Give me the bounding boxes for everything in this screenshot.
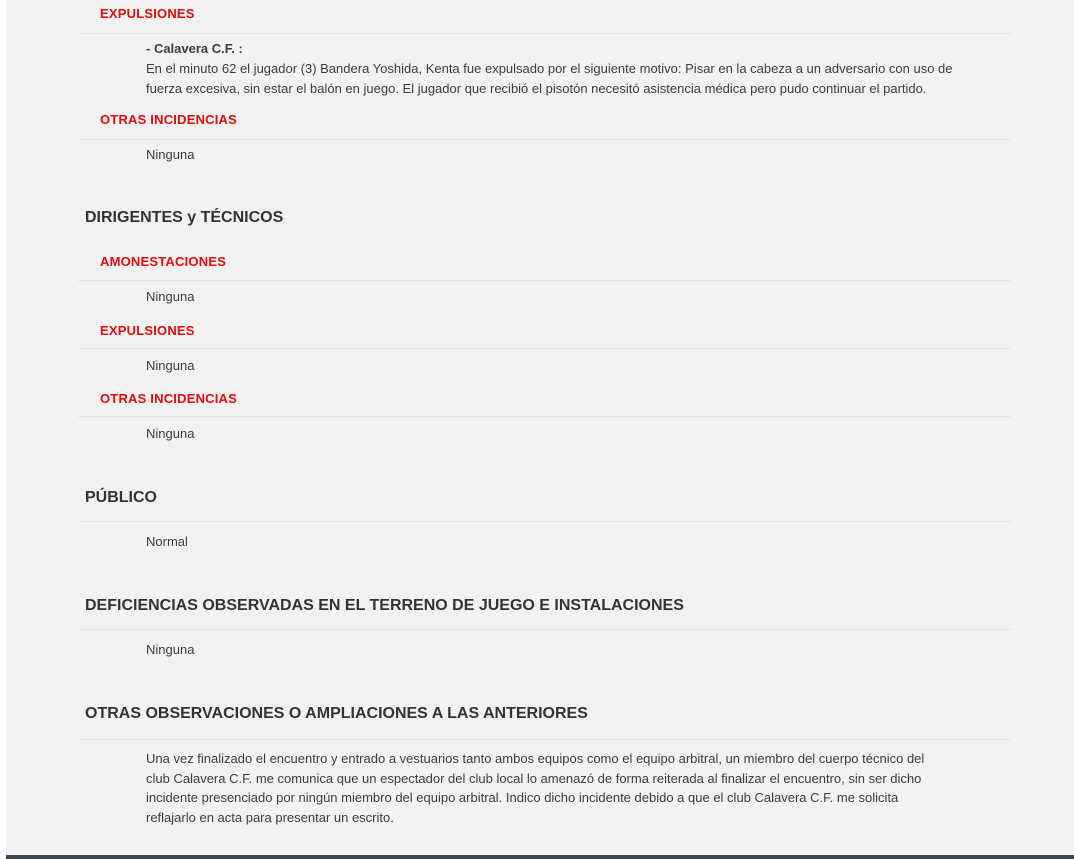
deficiencias-value: Ninguna [146,642,195,657]
publico-value: Normal [146,534,188,549]
divider [78,139,1011,140]
subheading-expulsiones-dirigentes: EXPULSIONES [100,323,195,338]
subheading-amonestaciones-dirigentes: AMONESTACIONES [100,254,227,269]
section-heading-otras-observaciones: OTRAS OBSERVACIONES O AMPLIACIONES A LAS ANTERIORES [85,705,588,722]
amonestaciones-dirigentes-value: Ninguna [146,289,195,304]
subheading-otras-incidencias-dirigentes: OTRAS INCIDENCIAS [100,391,238,406]
expulsiones-dirigentes-value: Ninguna [146,358,195,373]
expulsion-team-line: - Calavera C.F. : [146,41,243,56]
divider [78,33,1011,34]
divider [78,739,1011,740]
divider [78,280,1011,281]
footer-bar [6,855,1074,859]
divider [78,629,1011,630]
subheading-otras-incidencias-jugadores: OTRAS INCIDENCIAS [100,112,238,127]
left-edge-strip [0,0,6,859]
section-heading-dirigentes: DIRIGENTES y TÉCNICOS [85,209,284,226]
expulsion-detail-text: En el minuto 62 el jugador (3) Bandera Yoshida, Kenta fue expulsado por el siguiente motivo: Pisar en la cabeza a un adversario con uso de fuerza excesiva, sin estar el balón en juego. El jugador que recibió el pisotón necesitó asistencia médica pero pudo continuar el partido. [146,61,953,96]
otras-observaciones-text: Una vez finalizado el encuentro y entrado a vestuarios tanto ambos equipos como el equipo arbitral, un miembro del cuerpo técnico del club Calavera C.F. me comunica que un espectador del club local lo amenazó de forma reiterada al finalizar el encuentro, sin ser dicho incidente presenciado por ningún miembro del equipo arbitral. Indico dicho incidente debido a que el club Calavera C.F. me solicita reflajarlo en acta para presentar un escrito. [146,751,925,825]
otras-incidencias-jugadores-value: Ninguna [146,147,195,162]
divider [78,348,1011,349]
subheading-expulsiones-jugadores: EXPULSIONES [100,6,195,21]
section-heading-deficiencias: DEFICIENCIAS OBSERVADAS EN EL TERRENO DE JUEGO E INSTALACIONES [85,597,684,614]
divider [78,521,1011,522]
section-heading-publico: PÚBLICO [85,489,157,506]
otras-incidencias-dirigentes-value: Ninguna [146,426,195,441]
divider [78,416,1011,417]
